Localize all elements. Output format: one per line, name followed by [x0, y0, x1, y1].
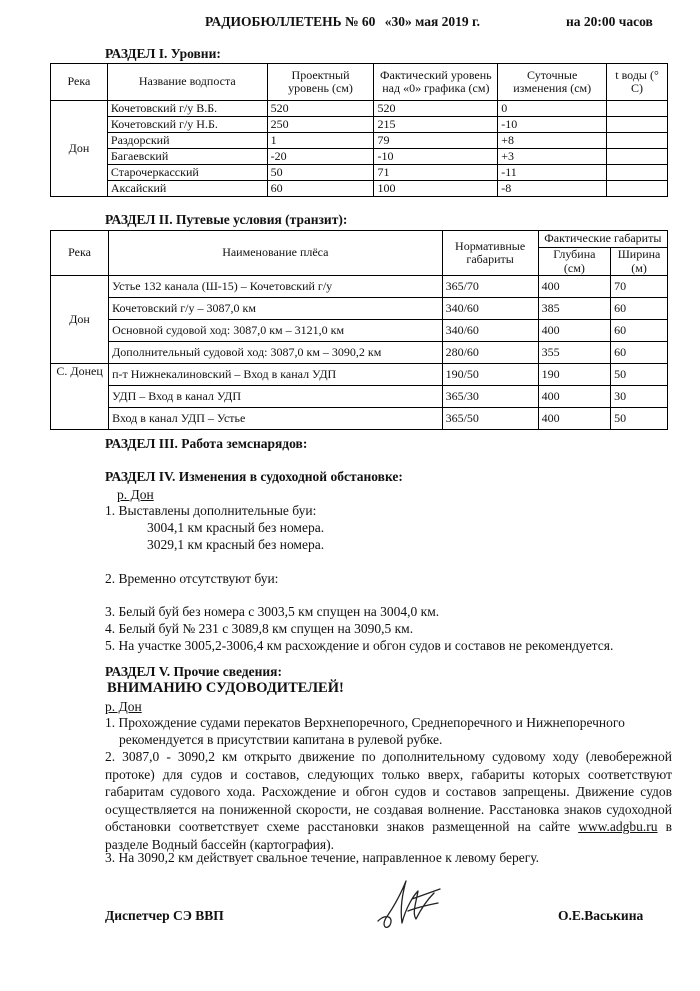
- width: 60: [611, 320, 668, 342]
- website-link[interactable]: www.adgbu.ru: [578, 819, 658, 835]
- width: 30: [611, 386, 668, 408]
- water-temp: [607, 149, 668, 165]
- table-row: [51, 320, 668, 342]
- post-name: Раздорский: [107, 133, 267, 149]
- reach-name: Кочетовский г/у – 3087,0 км: [109, 298, 442, 320]
- section5-river: р. Дон: [105, 699, 142, 714]
- col-river: Река: [51, 64, 108, 101]
- depth: 400: [538, 386, 610, 408]
- section4-item-1-buoy-2: 3029,1 км красный без номера.: [147, 537, 325, 552]
- post-name: Кочетовский г/у В.Б.: [107, 101, 267, 117]
- col-reach: Наименование плёса: [109, 231, 442, 276]
- table-row: [51, 133, 668, 149]
- handwritten-signature: [372, 877, 444, 933]
- water-temp: [607, 101, 668, 117]
- col-actual-level: Фактический уровень над «0» графика (см): [374, 64, 498, 101]
- col-river: Река: [51, 231, 109, 276]
- actual-level: -10: [374, 149, 498, 165]
- project-level: 250: [267, 117, 374, 133]
- depth: 400: [538, 408, 610, 430]
- reach-name: п-т Нижнекалиновский – Вход в канал УДП: [109, 364, 442, 386]
- table-row: [51, 276, 668, 298]
- section5-item-2-tail: в разделе Водный бассейн (картография).: [105, 819, 672, 852]
- section5-item-2: [105, 748, 672, 854]
- attention-heading: ВНИМАНИЮ СУДОВОДИТЕЛЕЙ!: [107, 680, 344, 696]
- title-day: «30»: [384, 14, 412, 29]
- river-cell: Дон: [51, 101, 108, 197]
- section1-heading: РАЗДЕЛ I. Уровни:: [105, 46, 221, 61]
- table-row: [51, 149, 668, 165]
- actual-level: 520: [374, 101, 498, 117]
- signatory-name: О.Е.Васькина: [558, 908, 644, 923]
- daily-change: -10: [498, 117, 607, 133]
- depth: 400: [538, 320, 610, 342]
- table-row: [51, 101, 668, 117]
- col-water-temp: t воды (° С): [607, 64, 668, 101]
- dispatcher-label: Диспетчер СЭ ВВП: [105, 908, 224, 923]
- width: 50: [611, 364, 668, 386]
- section5-item-2-text: 2. 3087,0 - 3090,2 км открыто движение по дополнительному судовому ходу (левобережной протоке) для судов и составов, следующих только вверх, габариты которых соответствуют габаритам судового хода. Расхождение и обгон судов и составов запрещены. Движение судов осуществляется на пониженной скорости, не создавая волнение. Расстановка знаков судоходной обстановки соответствует схеме расстановки знаков размещенной на сайте: [105, 749, 672, 835]
- reach-name: Основной судовой ход: 3087,0 км – 3121,0 км: [109, 320, 442, 342]
- section4-item-3: 3. Белый буй без номера с 3003,5 км спущен на 3004,0 км.: [105, 604, 440, 619]
- section4-item-2: 2. Временно отсутствуют буи:: [105, 571, 279, 586]
- width: 50: [611, 408, 668, 430]
- post-name: Старочеркасский: [107, 165, 267, 181]
- actual-level: 215: [374, 117, 498, 133]
- bulletin-time: на 20:00 часов: [566, 14, 653, 29]
- section5-item-3: 3. На 3090,2 км действует свальное течение, направленное к левому берегу.: [105, 850, 540, 865]
- reach-name: Дополнительный судовой ход: 3087,0 км – 3090,2 км: [109, 342, 442, 364]
- water-temp: [607, 181, 668, 197]
- section5-item-1-line-2: рекомендуется в присутствии капитана в рулевой рубке.: [119, 732, 443, 747]
- normative: 365/50: [442, 408, 538, 430]
- river-cell: С. Донец: [51, 364, 109, 430]
- table-row: [51, 181, 668, 197]
- water-temp: [607, 165, 668, 181]
- daily-change: -8: [498, 181, 607, 197]
- col-actual-dimensions: Фактические габариты: [538, 231, 667, 248]
- post-name: Аксайский: [107, 181, 267, 197]
- project-level: 50: [267, 165, 374, 181]
- bulletin-title: [205, 14, 480, 30]
- col-normative: Нормативные габариты: [442, 231, 538, 276]
- daily-change: 0: [498, 101, 607, 117]
- daily-change: +8: [498, 133, 607, 149]
- col-daily-change: Суточные изменения (см): [498, 64, 607, 101]
- depth: 190: [538, 364, 610, 386]
- water-temp: [607, 117, 668, 133]
- daily-change: -11: [498, 165, 607, 181]
- normative: 340/60: [442, 320, 538, 342]
- section4-item-5: 5. На участке 3005,2-3006,4 км расхождение и обгон судов и составов не рекомендуется.: [105, 638, 614, 653]
- normative: 365/30: [442, 386, 538, 408]
- post-name: Кочетовский г/у Н.Б.: [107, 117, 267, 133]
- daily-change: +3: [498, 149, 607, 165]
- section4-river: р. Дон: [117, 487, 154, 502]
- section4-item-1: 1. Выставлены дополнительные буи:: [105, 503, 317, 518]
- section5-heading: РАЗДЕЛ V. Прочие сведения:: [105, 664, 282, 679]
- project-level: 1: [267, 133, 374, 149]
- levels-header-row: [51, 64, 668, 101]
- levels-table: [50, 63, 668, 197]
- col-project-level: Проектный уровень (см): [267, 64, 374, 101]
- title-number: РАДИОБЮЛЛЕТЕНЬ № 60: [205, 14, 376, 29]
- project-level: 520: [267, 101, 374, 117]
- normative: 365/70: [442, 276, 538, 298]
- table-row: [51, 408, 668, 430]
- reach-name: Устье 132 канала (Ш-15) – Кочетовский г/у: [109, 276, 442, 298]
- depth: 400: [538, 276, 610, 298]
- title-date: мая 2019 г.: [415, 14, 481, 29]
- table-row: [51, 117, 668, 133]
- actual-level: 100: [374, 181, 498, 197]
- depth: 385: [538, 298, 610, 320]
- section4-item-1-buoy-1: 3004,1 км красный без номера.: [147, 520, 325, 535]
- post-name: Багаевский: [107, 149, 267, 165]
- section3-heading: РАЗДЕЛ III. Работа земснарядов:: [105, 436, 308, 451]
- reach-name: Вход в канал УДП – Устье: [109, 408, 442, 430]
- actual-level: 79: [374, 133, 498, 149]
- section5-item-1-line-1: 1. Прохождение судами перекатов Верхнепоречного, Среднепоречного и Нижнепоречного: [105, 715, 625, 730]
- project-level: -20: [267, 149, 374, 165]
- table-row: [51, 386, 668, 408]
- table-row: [51, 165, 668, 181]
- col-depth: Глубина (см): [538, 248, 610, 276]
- water-temp: [607, 133, 668, 149]
- section4-heading: РАЗДЕЛ IV. Изменения в судоходной обстановке:: [105, 469, 403, 484]
- transit-header-row: [51, 231, 668, 248]
- river-cell: Дон: [51, 276, 109, 364]
- width: 70: [611, 276, 668, 298]
- section2-heading: РАЗДЕЛ II. Путевые условия (транзит):: [105, 212, 348, 227]
- actual-level: 71: [374, 165, 498, 181]
- col-width: Ширина (м): [611, 248, 668, 276]
- normative: 340/60: [442, 298, 538, 320]
- table-row: [51, 342, 668, 364]
- depth: 355: [538, 342, 610, 364]
- normative: 280/60: [442, 342, 538, 364]
- normative: 190/50: [442, 364, 538, 386]
- width: 60: [611, 298, 668, 320]
- col-post: Название водпоста: [107, 64, 267, 101]
- table-row: [51, 364, 668, 386]
- section4-item-4: 4. Белый буй № 231 с 3089,8 км спущен на 3090,5 км.: [105, 621, 414, 636]
- width: 60: [611, 342, 668, 364]
- project-level: 60: [267, 181, 374, 197]
- transit-table: [50, 230, 668, 430]
- table-row: [51, 298, 668, 320]
- reach-name: УДП – Вход в канал УДП: [109, 386, 442, 408]
